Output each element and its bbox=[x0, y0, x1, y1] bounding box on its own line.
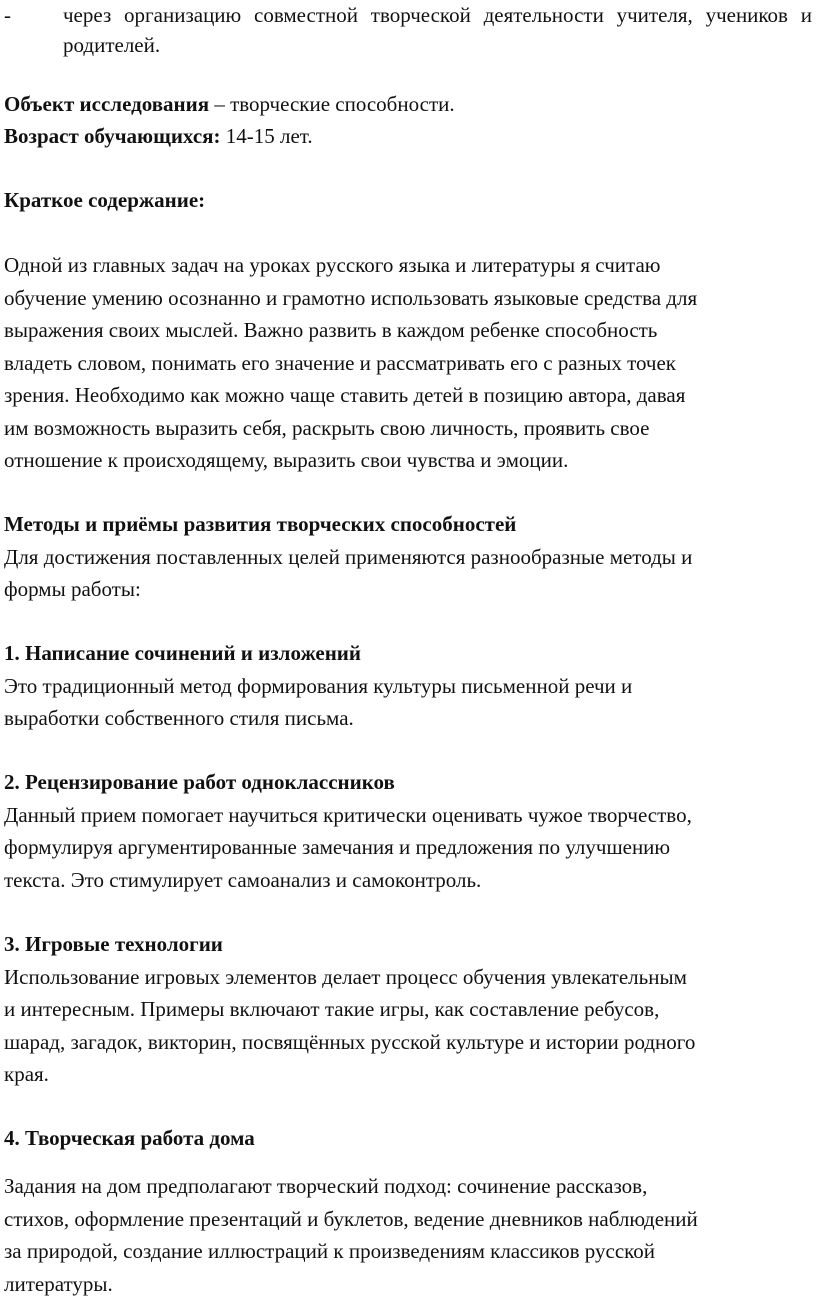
bullet-dash: - bbox=[4, 0, 11, 30]
method-item-2 bbox=[4, 766, 812, 896]
method-line: за природой, создание иллюстраций к произведениям классиков русской bbox=[4, 1235, 812, 1268]
method-line: и интересным. Примеры включают такие игры, как составление ребусов, bbox=[4, 993, 812, 1026]
summary-line: зрения. Необходимо как можно чаще ставить детей в позицию автора, давая bbox=[4, 379, 812, 412]
method-line: Задания на дом предполагают творческий подход: сочинение рассказов, bbox=[4, 1170, 812, 1203]
method-item-1 bbox=[4, 637, 812, 735]
method-line: литературы. bbox=[4, 1268, 812, 1300]
methods-line: формы работы: bbox=[4, 573, 812, 606]
method-line: Использование игровых элементов делает процесс обучения увлекательным bbox=[4, 961, 812, 994]
method-item-3 bbox=[4, 928, 812, 1091]
method-line: текста. Это стимулирует самоанализ и самоконтроль. bbox=[4, 864, 812, 897]
methods-section bbox=[4, 508, 812, 606]
summary-line: выражения своих мыслей. Важно развить в каждом ребенке способность bbox=[4, 314, 812, 347]
methods-heading: Методы и приёмы развития творческих способностей bbox=[4, 508, 812, 541]
method-line: Данный прием помогает научиться критически оценивать чужое творчество, bbox=[4, 799, 812, 832]
age-label: Возраст обучающихся: bbox=[4, 124, 221, 148]
summary-line: им возможность выразить себя, раскрыть свою личность, проявить свое bbox=[4, 412, 812, 445]
summary-line: обучение умению осознанно и грамотно использовать языковые средства для bbox=[4, 282, 812, 315]
method-item-4-heading: 4. Творческая работа дома bbox=[4, 1122, 812, 1155]
method-line: формулируя аргументированные замечания и предложения по улучшению bbox=[4, 831, 812, 864]
age-text: 14-15 лет. bbox=[221, 124, 313, 148]
method-line: стихов, оформление презентаций и буклетов, ведение дневников наблюдений bbox=[4, 1203, 812, 1236]
method-line: Это традиционный метод формирования культуры письменной речи и bbox=[4, 670, 812, 703]
intro-bullet bbox=[4, 0, 812, 60]
object-line bbox=[4, 88, 812, 121]
method-heading: 2. Рецензирование работ одноклассников bbox=[4, 766, 812, 799]
method-heading: 3. Игровые технологии bbox=[4, 928, 812, 961]
summary-line: владеть словом, понимать его значение и рассматривать его с разных точек bbox=[4, 347, 812, 380]
methods-line: Для достижения поставленных целей применяются разнообразные методы и bbox=[4, 541, 812, 574]
age-line bbox=[4, 120, 812, 153]
bullet-text: через организацию совместной творческой деятельности учителя, учеников и родителей. bbox=[63, 0, 812, 60]
method-line: края. bbox=[4, 1058, 812, 1091]
method-heading: 1. Написание сочинений и изложений bbox=[4, 637, 812, 670]
method-line: выработки собственного стиля письма. bbox=[4, 702, 812, 735]
object-text: – творческие способности. bbox=[209, 92, 455, 116]
method-line: шарад, загадок, викторин, посвящённых русской культуре и истории родного bbox=[4, 1026, 812, 1059]
method-item-4-body bbox=[4, 1170, 812, 1300]
summary-line: отношение к происходящему, выразить свои чувства и эмоции. bbox=[4, 444, 812, 477]
object-label: Объект исследования bbox=[4, 92, 209, 116]
summary-heading: Краткое содержание: bbox=[4, 184, 812, 217]
summary-line: Одной из главных задач на уроках русского языка и литературы я считаю bbox=[4, 249, 812, 282]
summary-paragraph bbox=[4, 249, 812, 477]
